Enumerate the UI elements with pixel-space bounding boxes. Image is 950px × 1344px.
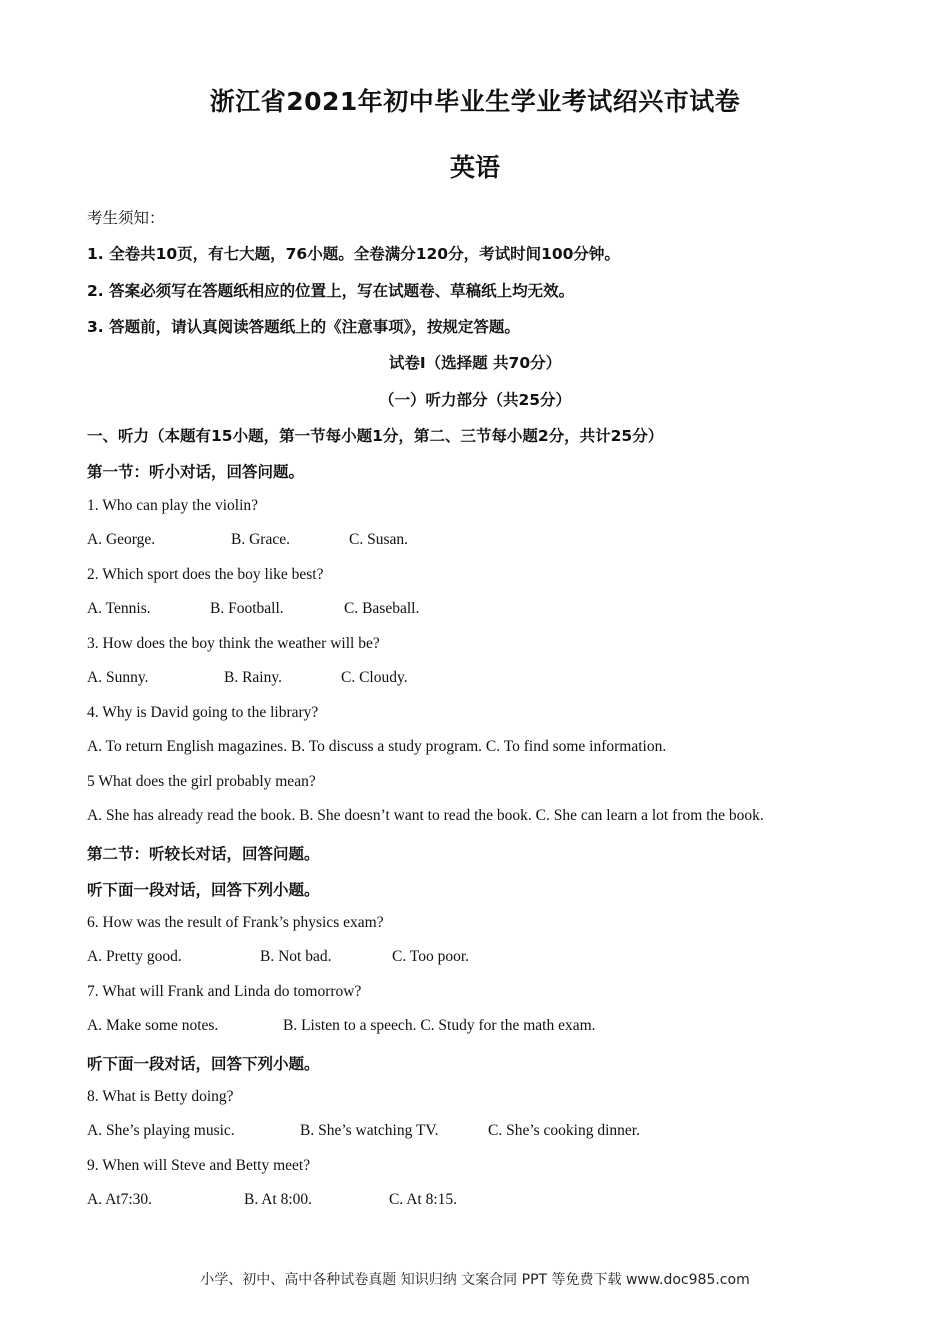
option-a: A. Make some notes.	[87, 1017, 219, 1034]
option-b: B. Grace.	[231, 531, 290, 548]
option-c: C. At 8:15.	[389, 1191, 458, 1208]
question-2-options	[87, 600, 419, 618]
dialogue-heading-1: 听下面一段对话，回答下列小题。	[87, 881, 320, 899]
option-a: A. At7:30.	[87, 1191, 153, 1208]
option-c: C. Cloudy.	[341, 669, 408, 686]
option-c: C. Baseball.	[344, 600, 420, 617]
section2-heading: 第二节：听较长对话，回答问题。	[87, 845, 320, 863]
question-8-options	[87, 1122, 640, 1140]
question-5: 5 What does the girl probably mean?	[87, 773, 316, 790]
option-a: A. She’s playing music.	[87, 1122, 235, 1139]
exam-subject: 英语	[449, 153, 500, 182]
question-1: 1. Who can play the violin?	[87, 497, 259, 514]
option-c: C. Too poor.	[392, 948, 470, 965]
part-heading: （一）听力部分（共25分）	[378, 391, 572, 409]
question-3: 3. How does the boy think the weather will be?	[87, 635, 380, 652]
page-footer: 小学、初中、高中各种试卷真题 知识归纳 文案合同 PPT 等免费下载 www.doc985.com	[200, 1272, 750, 1288]
option-b: B. Not bad.	[260, 948, 332, 965]
option-b: B. At 8:00.	[244, 1191, 313, 1208]
exam-title: 浙江省2021年初中毕业生学业考试绍兴市试卷	[209, 87, 741, 116]
question-1-options	[87, 531, 408, 549]
question-4-options: A. To return English magazines. B. To discuss a study program. C. To find some information.	[87, 738, 667, 755]
section1-heading: 第一节：听小对话，回答问题。	[87, 463, 305, 481]
question-5-options: A. She has already read the book. B. She doesn’t want to read the book. C. She can learn a lot from the book.	[87, 807, 764, 824]
question-2: 2. Which sport does the boy like best?	[87, 566, 324, 583]
question-7-options	[87, 1017, 596, 1035]
option-b: B. She’s watching TV.	[300, 1122, 439, 1139]
question-6: 6. How was the result of Frank’s physics exam?	[87, 914, 384, 931]
option-c: C. Susan.	[349, 531, 408, 548]
option-a: A. George.	[87, 531, 156, 548]
notice-item-3: 3. 答题前，请认真阅读答题纸上的《注意事项》，按规定答题。	[87, 318, 520, 336]
question-9: 9. When will Steve and Betty meet?	[87, 1157, 311, 1174]
option-a: A. Sunny.	[87, 669, 149, 686]
question-3-options	[87, 669, 408, 687]
option-b: B. Football.	[210, 600, 284, 617]
question-6-options	[87, 948, 469, 966]
option-b-c: B. Listen to a speech. C. Study for the math exam.	[283, 1017, 596, 1034]
question-8: 8. What is Betty doing?	[87, 1088, 234, 1105]
option-a: A. Tennis.	[87, 600, 151, 617]
option-b: B. Rainy.	[224, 669, 282, 686]
dialogue-heading-2: 听下面一段对话，回答下列小题。	[87, 1055, 320, 1073]
paper-section-heading: 试卷I（选择题 共70分）	[388, 354, 562, 372]
option-a: A. Pretty good.	[87, 948, 182, 965]
question-9-options	[87, 1191, 457, 1209]
notice-item-2: 2. 答案必须写在答题纸相应的位置上，写在试题卷、草稿纸上均无效。	[87, 282, 575, 300]
listening-heading: 一、听力（本题有15小题，第一节每小题1分，第二、三节每小题2分，共计25分）	[87, 427, 664, 445]
question-7: 7. What will Frank and Linda do tomorrow?	[87, 983, 362, 1000]
option-c: C. She’s cooking dinner.	[488, 1122, 640, 1139]
question-4: 4. Why is David going to the library?	[87, 704, 319, 721]
notice-heading: 考生须知：	[87, 209, 165, 227]
notice-item-1: 1. 全卷共10页，有七大题，76小题。全卷满分120分，考试时间100分钟。	[87, 245, 620, 263]
